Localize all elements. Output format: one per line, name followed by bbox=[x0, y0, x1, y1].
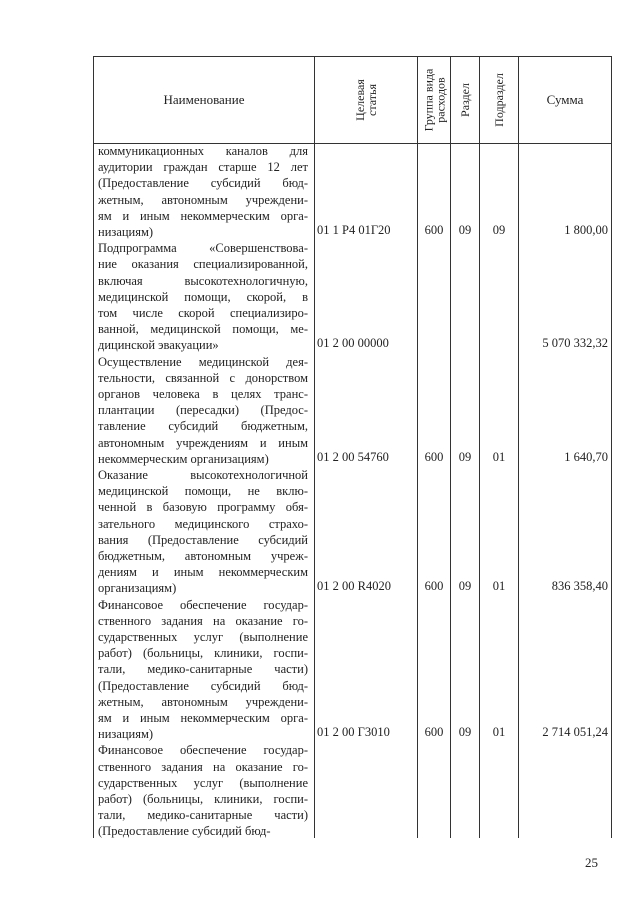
row-name-line: автономным учреждениям и иным bbox=[98, 435, 308, 450]
row-name-line: Финансовое обеспечение государ- bbox=[98, 597, 308, 612]
row-name-line: аудитории граждан старше 12 лет bbox=[98, 160, 308, 175]
row-target-article: 01 2 00 R4020 bbox=[317, 579, 391, 594]
row-sum: 1 640,70 bbox=[564, 449, 608, 464]
column-divider bbox=[479, 57, 480, 838]
row-name-line: ям и иным некоммерческим орга- bbox=[98, 711, 308, 726]
row-name bbox=[98, 143, 308, 240]
row-target-article: 01 2 00 54760 bbox=[317, 449, 389, 464]
row-name-line: дицинской эвакуации» bbox=[98, 338, 219, 353]
header-expense-group-label: Группа вида расходов bbox=[421, 68, 447, 132]
row-name-line: ственного задания на оказание го- bbox=[98, 759, 308, 774]
header-section-label: Раздел bbox=[458, 83, 473, 117]
row-name-line: включая высокотехнологичную, bbox=[98, 273, 308, 288]
row-name bbox=[98, 467, 308, 597]
header-expense-group bbox=[418, 57, 450, 143]
row-expense-group: 600 bbox=[424, 725, 444, 740]
row-name-line: органов человека в целях транс- bbox=[98, 387, 308, 401]
row-name-line: некоммерческим организациям) bbox=[98, 451, 269, 466]
row-target-article: 01 1 P4 01Г20 bbox=[317, 223, 391, 237]
row-name-line: ванной, медицинской помощи, ме- bbox=[98, 322, 308, 337]
row-name-line: Оказание высокотехнологичной bbox=[98, 468, 308, 482]
header-section bbox=[451, 57, 479, 143]
row-sum: 836 358,40 bbox=[551, 579, 608, 594]
column-divider bbox=[417, 57, 418, 838]
row-name-line: тавление субсидий бюджетным, bbox=[98, 419, 308, 434]
row-name-line: низациям) bbox=[98, 727, 154, 742]
row-section: 09 bbox=[458, 579, 472, 594]
row-sum: 5 070 332,32 bbox=[542, 336, 608, 351]
row-name-line: организациям) bbox=[98, 581, 177, 596]
header-subsection bbox=[480, 57, 518, 143]
row-name-line: (Предоставление субсидий бюд- bbox=[98, 824, 271, 839]
row-sum: 2 714 051,24 bbox=[542, 725, 608, 740]
row-name-line: ние оказания специализированной, bbox=[98, 257, 308, 272]
row-name-line: жетным, автономным учреждени- bbox=[98, 694, 308, 709]
header-sum: Сумма bbox=[546, 92, 584, 107]
row-target-article: 01 2 00 Г3010 bbox=[317, 725, 390, 740]
row-name-line: Осуществление медицинской дея- bbox=[98, 354, 308, 369]
row-name bbox=[98, 742, 308, 839]
row-section: 09 bbox=[458, 449, 472, 464]
row-name-line: вания (Предоставление субсидий bbox=[98, 532, 308, 547]
row-name-line: сударственных услуг (выполнение bbox=[98, 630, 308, 644]
row-name-line: дениям и иным некоммерческим bbox=[98, 565, 308, 580]
row-expense-group: 600 bbox=[424, 223, 444, 237]
row-section: 09 bbox=[458, 725, 472, 740]
row-name-line: работ) (больницы, клиники, госпи- bbox=[98, 646, 308, 661]
row-sum: 1 800,00 bbox=[564, 223, 608, 237]
row-subsection: 01 bbox=[492, 725, 506, 740]
row-section: 09 bbox=[458, 223, 472, 237]
row-name-line: медицинской помощи, не вклю- bbox=[98, 484, 308, 499]
row-name-line: тали, медико-санитарные части) bbox=[98, 662, 308, 677]
row-name-line: бюджетным, автономным учреж- bbox=[98, 549, 308, 564]
row-name-line: плантации (пересадки) (Предос- bbox=[98, 403, 308, 418]
column-divider bbox=[518, 57, 519, 838]
page-number: 25 bbox=[585, 855, 598, 870]
row-name-line: медицинской помощи, скорой, в bbox=[98, 289, 308, 304]
row-name-line: коммуникационных каналов для bbox=[98, 144, 308, 158]
row-subsection: 09 bbox=[492, 223, 506, 237]
row-name-line: сударственных услуг (выполнение bbox=[98, 775, 308, 790]
row-name-line: Финансовое обеспечение государ- bbox=[98, 743, 308, 758]
row-name-line: (Предоставление субсидий бюд- bbox=[98, 678, 308, 693]
column-divider bbox=[314, 57, 315, 838]
row-name-line: зательного медицинского страхо- bbox=[98, 516, 308, 531]
row-name bbox=[98, 240, 308, 353]
row-name-line: (Предоставление субсидий бюд- bbox=[98, 176, 308, 191]
row-name-line: ченной в базовую программу обя- bbox=[98, 500, 308, 515]
row-name-line: работ) (больницы, клиники, госпи- bbox=[98, 792, 308, 806]
row-name-line: тали, медико-санитарные части) bbox=[98, 808, 308, 823]
header-name: Наименование bbox=[163, 92, 245, 107]
row-name bbox=[98, 354, 308, 467]
row-expense-group: 600 bbox=[424, 579, 444, 594]
header-target-article-label: Целевая статья bbox=[352, 79, 379, 121]
row-name-line: ям и иным некоммерческим орга- bbox=[98, 208, 308, 223]
row-name-line: низациям) bbox=[98, 225, 154, 240]
row-name-line: Подпрограмма «Совершенствова- bbox=[98, 241, 308, 256]
row-name-line: жетным, автономным учреждени- bbox=[98, 192, 308, 207]
row-subsection: 01 bbox=[492, 449, 506, 464]
row-name-line: том числе скорой специализиро- bbox=[98, 306, 308, 320]
column-divider bbox=[450, 57, 451, 838]
row-name-line: тельности, связанной с донорством bbox=[98, 370, 308, 385]
row-expense-group: 600 bbox=[424, 449, 444, 464]
row-target-article: 01 2 00 00000 bbox=[317, 336, 389, 351]
header-target-article bbox=[315, 57, 417, 143]
row-name-line: ственного задания на оказание го- bbox=[98, 613, 308, 628]
budget-table bbox=[93, 56, 612, 838]
row-name bbox=[98, 597, 308, 743]
row-subsection: 01 bbox=[492, 579, 506, 594]
header-subsection-label: Подраздел bbox=[492, 73, 507, 127]
